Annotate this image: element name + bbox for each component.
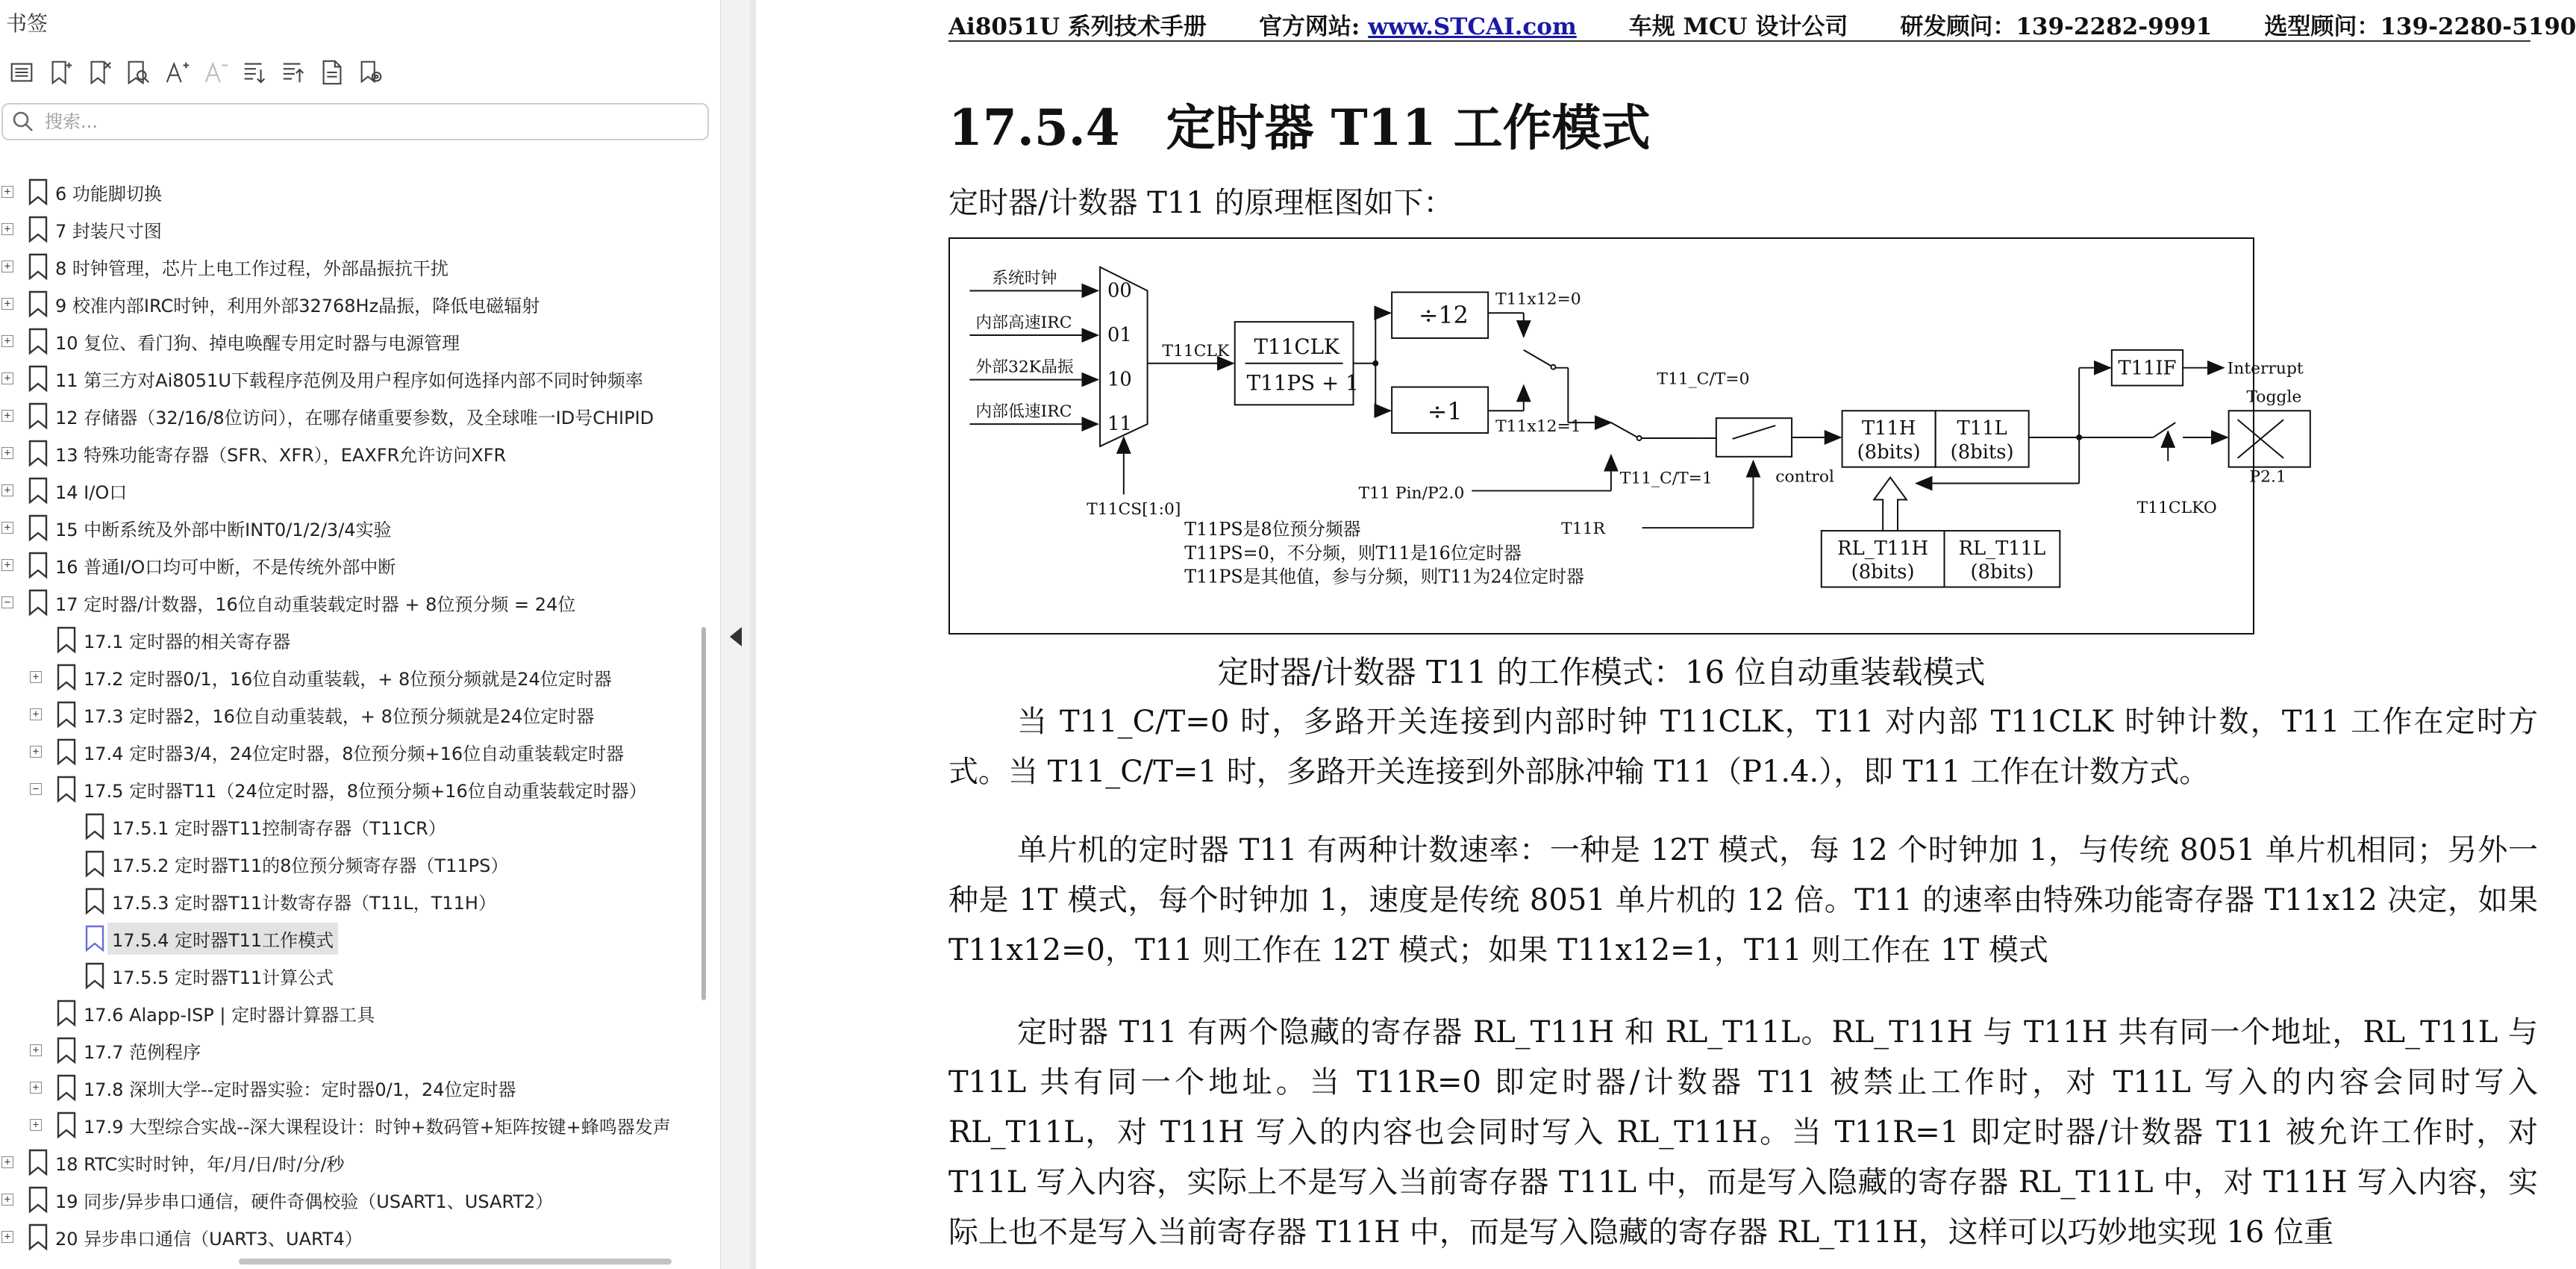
bookmark-icon (55, 663, 78, 691)
bookmark-item[interactable] (0, 285, 694, 322)
bookmark-label: 14 I/O口 (55, 481, 128, 503)
section-heading (948, 88, 1651, 159)
collapse-icon[interactable]: − (30, 783, 42, 795)
search-input[interactable] (45, 111, 687, 132)
section-number: 17.5.4 (948, 99, 1120, 157)
bookmark-toolbar (4, 55, 388, 90)
bookmark-item[interactable] (0, 770, 694, 808)
list-view-icon[interactable] (4, 55, 39, 90)
bookmark-item[interactable] (0, 621, 694, 658)
bookmark-icon (27, 364, 49, 393)
expand-icon[interactable]: + (1, 447, 13, 459)
bookmark-item[interactable] (0, 808, 694, 845)
ct0-label: T11_C/T=0 (1657, 370, 1750, 389)
page-properties-icon[interactable] (315, 55, 349, 90)
bookmark-icon (27, 215, 49, 243)
expand-icon[interactable]: + (30, 708, 42, 720)
bookmark-label: 16 普通I/O口均可中断，不是传统外部中断 (55, 556, 396, 578)
tr-label: T11R (1561, 520, 1605, 539)
pin-label: T11 Pin/P2.0 (1358, 484, 1465, 503)
expand-icon[interactable]: + (1, 261, 13, 272)
bookmark-item[interactable] (0, 696, 694, 733)
bookmark-item[interactable] (0, 882, 694, 920)
bookmark-item[interactable] (0, 546, 694, 584)
bookmark-item[interactable] (0, 584, 694, 621)
mux-select-label: T11CS[1:0] (1087, 500, 1181, 520)
rd-contact: 研发顾问：139-2282-9991 (1900, 13, 2213, 40)
bookmark-label: 17.7 范例程序 (84, 1041, 201, 1063)
x12-0-label: T11x12=0 (1495, 290, 1581, 309)
bookmark-label: 17.5.5 定时器T11计算公式 (112, 967, 334, 988)
expand-icon[interactable]: + (30, 1082, 42, 1094)
bookmark-icon (55, 1111, 78, 1139)
bookmark-icon (84, 961, 106, 990)
bookmark-label: 17.8 深圳大学--定时器实验：定时器0/1，24位定时器 (84, 1079, 516, 1100)
paragraph-3 (948, 1008, 2538, 1258)
bookmark-label: 11 第三方对Ai8051U下载程序范例及用户程序如何选择内部不同时钟频率 (55, 370, 643, 391)
mux-input-2: 外部32K晶振 (975, 358, 1074, 377)
find-bookmark-icon[interactable] (121, 55, 155, 90)
bookmark-label: 17.5.2 定时器T11的8位预分频寄存器（T11PS） (112, 855, 509, 876)
expand-icon[interactable]: + (30, 746, 42, 758)
expand-icon[interactable]: + (1, 186, 13, 198)
bookmark-label: 13 特殊功能寄存器（SFR、XFR），EAXFR允许访问XFR (55, 444, 507, 466)
intro-text: 定时器/计数器 T11 的原理框图如下： (948, 186, 1454, 220)
search-icon (12, 110, 34, 133)
bookmark-settings-icon[interactable] (354, 55, 388, 90)
selection-contact: 选型顾问：139-2280-5190 (2264, 13, 2576, 40)
panel-title: 书签 (6, 11, 49, 36)
bookmark-label: 10 复位、看门狗、掉电唤醒专用定时器与电源管理 (55, 332, 460, 354)
bookmark-icon (27, 1223, 49, 1251)
site-label: 官方网站: (1258, 13, 1369, 40)
expand-all-icon[interactable] (237, 55, 272, 90)
bookmark-label: 17.9 大型综合实战--深大课程设计：时钟+数码管+矩阵按键+蜂鸣器发声 (84, 1116, 671, 1138)
section-title: 定时器 T11 工作模式 (1166, 99, 1651, 157)
bookmark-label: 17 定时器/计数器，16位自动重装载定时器 + 8位预分频 = 24位 (55, 593, 576, 615)
bookmark-icon (55, 1073, 78, 1102)
bookmark-item[interactable] (0, 920, 694, 957)
bookmark-icon (55, 626, 78, 654)
t11if-label: T11IF (2118, 357, 2177, 380)
clko-switch-label: T11CLKO (2136, 499, 2217, 518)
rl-t11h-label: RL_T11H (1837, 537, 1929, 560)
bookmark-icon (27, 439, 49, 467)
control-switch (1716, 418, 1792, 457)
bookmark-icon (27, 1185, 49, 1214)
figure-caption: 定时器/计数器 T11 的工作模式：16 位自动重装载模式 (1217, 654, 1986, 690)
bookmark-label: 20 异步串口通信（UART3、UART4） (55, 1228, 363, 1250)
bookmark-label: 17.6 Alapp-ISP | 定时器计算器工具 (84, 1004, 375, 1026)
bookmark-icon (27, 402, 49, 430)
panel-splitter[interactable] (720, 0, 750, 1269)
expand-icon[interactable]: + (30, 671, 42, 683)
bookmark-icon (55, 700, 78, 729)
timer-block-diagram (948, 237, 2304, 634)
bookmark-label: 17.2 定时器0/1，16位自动重装载，+ 8位预分频就是24位定时器 (84, 668, 612, 690)
expand-icon[interactable]: + (1, 410, 13, 422)
expand-icon[interactable]: + (1, 484, 13, 496)
search-box[interactable] (1, 103, 709, 140)
expand-icon[interactable]: + (1, 335, 13, 347)
mux-code-1: 01 (1107, 323, 1132, 346)
interrupt-label: Interrupt (2227, 359, 2304, 378)
t11l-bits: (8bits) (1950, 440, 2014, 464)
bookmark-item[interactable] (0, 397, 694, 434)
note-1: T11PS是8位预分频器 (1184, 518, 1361, 540)
diagram-svg (950, 239, 2304, 633)
expand-icon[interactable]: + (1, 522, 13, 534)
mux-input-1: 内部高速IRC (975, 314, 1072, 333)
expand-icon[interactable]: + (1, 1231, 13, 1243)
bookmark-icon (27, 514, 49, 542)
bookmark-item[interactable] (0, 509, 694, 546)
bookmark-label: 17.5.3 定时器T11计数寄存器（T11L，T11H） (112, 892, 496, 914)
manual-title: Ai8051U 系列技术手册 (948, 13, 1207, 40)
mux-code-0: 00 (1107, 279, 1132, 302)
prescaler-top: T11CLK (1254, 334, 1339, 359)
bookmark-icon (27, 290, 49, 318)
bookmark-item[interactable] (0, 1106, 694, 1144)
bookmark-label: 17.5.1 定时器T11控制寄存器（T11CR） (112, 817, 446, 839)
bookmark-tree (0, 173, 694, 1248)
bookmark-icon (84, 849, 106, 878)
mux-input-0: 系统时钟 (992, 269, 1057, 288)
note-3: T11PS是其他值，参与分频，则T11为24位定时器 (1184, 566, 1584, 587)
expand-icon[interactable]: + (1, 559, 13, 571)
t11h-label: T11H (1861, 417, 1916, 440)
bookmark-icon (27, 252, 49, 281)
bookmark-label: 15 中断系统及外部中断INT0/1/2/3/4实验 (55, 519, 392, 540)
expand-icon[interactable]: + (1, 1194, 13, 1206)
mux-code-2: 10 (1107, 368, 1132, 391)
bookmark-icon (84, 812, 106, 841)
bookmark-label: 9 校准内部IRC时钟，利用外部32768Hz晶振，降低电磁辐射 (55, 295, 540, 317)
horizontal-scrollbar[interactable] (239, 1259, 672, 1265)
bookmark-item[interactable] (0, 957, 694, 994)
p21-label: P2.1 (2249, 467, 2286, 487)
document-page (756, 0, 2576, 1269)
official-site (1259, 7, 1577, 40)
bookmark-label: 17.4 定时器3/4，24位定时器，8位预分频+16位自动重装载定时器 (84, 743, 625, 764)
clk-wire-label: T11CLK (1162, 341, 1230, 361)
delete-bookmark-icon[interactable] (82, 55, 116, 90)
expand-icon[interactable]: + (30, 1119, 42, 1131)
page-gutter (750, 0, 756, 1269)
mux-code-3: 11 (1107, 413, 1132, 436)
bookmark-panel (0, 0, 720, 1269)
site-link[interactable]: www.STCAI.com (1368, 13, 1577, 40)
collapse-panel-icon[interactable] (727, 626, 745, 648)
paragraph-2-text: 单片机的定时器 T11 有两种计数速率：一种是 12T 模式，每 12 个时钟加 1，与传统 8051 单片机相同；另外一种是 1T 模式，每个时钟加 1，速度是传统 8051 单片机的 12 倍。T11 的速率由特殊功能寄存器 T11x12 决定，如果 T11x12=0，T11 则工作在 12T 模式；如果 T11x12=1，T11 则工作在 1T 模式 (948, 833, 2538, 967)
bookmark-icon (27, 588, 49, 617)
add-bookmark-icon[interactable] (43, 55, 78, 90)
rl-t11h-bits: (8bits) (1851, 561, 1915, 584)
prescaler-bottom: T11PS + 1 (1246, 370, 1359, 396)
paragraph-3-text: 定时器 T11 有两个隐藏的寄存器 RL_T11H 和 RL_T11L。RL_T11H 与 T11H 共有同一个地址，RL_T11L 与 T11L 共有同一个地址。当 T11R=0 即定时器/计数器 T11 被禁止工作时，对 T11L 写入的内容会同时写入 RL_T11L，对 T11H 写入的内容也会同时写入 RL_T11H。当 T11R=1 即定时器/计数器 T11 被允许工作时，对 T11L 写入内容，实际上不是写入当前寄存器 T11L 中，而是写入隐藏的寄存器 RL_T11L 中，对 T11H 写入内容，实际上也不是写入当前寄存器 T11H 中，而是写入隐藏的寄存器 RL_T11H，这样可以巧妙地实现 16 位重 (948, 1015, 2538, 1250)
bookmark-label: 12 存储器（32/16/8位访问），在哪存储重要参数，及全球唯一ID号CHIPID (55, 407, 654, 428)
paragraph-2 (948, 826, 2538, 976)
bookmark-icon (27, 551, 49, 579)
bookmark-item[interactable] (0, 994, 694, 1032)
mux-input-3: 内部低速IRC (975, 402, 1072, 422)
bookmark-item[interactable] (0, 1218, 694, 1256)
bookmark-item[interactable] (0, 173, 694, 211)
bookmark-label: 17.5 定时器T11（24位定时器，8位预分频+16位自动重装载定时器） (84, 780, 647, 802)
control-label: control (1775, 467, 1834, 487)
expand-icon[interactable]: + (1, 298, 13, 310)
bookmark-item[interactable] (0, 1181, 694, 1218)
toggle-label: Toggle (2246, 387, 2302, 407)
bookmark-icon (27, 327, 49, 355)
paragraph-1 (948, 697, 2538, 797)
x12-1-label: T11x12=1 (1495, 417, 1581, 437)
bookmark-label: 17.5.4 定时器T11工作模式 (107, 923, 338, 955)
bookmark-label: 18 RTC实时时钟，年/月/日/时/分/秒 (55, 1153, 345, 1175)
div1-label: ÷1 (1427, 399, 1463, 426)
bookmark-icon (55, 738, 78, 766)
bookmark-label: 17.3 定时器2，16位自动重装载，+ 8位预分频就是24位定时器 (84, 705, 595, 727)
bookmark-icon (27, 476, 49, 505)
bookmark-label: 17.1 定时器的相关寄存器 (84, 631, 291, 652)
bookmark-label: 19 同步/异步串口通信，硬件奇偶校验（USART1、USART2） (55, 1191, 554, 1212)
bookmark-item[interactable] (0, 845, 694, 882)
bookmark-icon (84, 887, 106, 915)
bookmark-item[interactable] (0, 658, 694, 696)
bookmark-label: 8 时钟管理，芯片上电工作过程，外部晶振抗干扰 (55, 258, 448, 279)
expand-icon[interactable]: + (1, 372, 13, 384)
collapse-all-icon[interactable] (276, 55, 310, 90)
bookmark-icon (27, 1148, 49, 1176)
bookmark-icon (55, 1036, 78, 1064)
rl-t11l-bits: (8bits) (1970, 561, 2034, 584)
bookmark-item[interactable] (0, 733, 694, 770)
bookmark-icon (84, 924, 106, 952)
rl-t11l-label: RL_T11L (1958, 537, 2046, 560)
div12-label: ÷12 (1418, 302, 1469, 330)
bookmark-item[interactable] (0, 472, 694, 509)
font-increase-icon[interactable] (160, 55, 194, 90)
bookmark-item[interactable] (0, 1032, 694, 1069)
t11h-bits: (8bits) (1857, 440, 1921, 464)
vertical-scrollbar[interactable] (701, 627, 706, 1000)
t11l-label: T11L (1957, 417, 2007, 440)
toggle-box (2229, 411, 2310, 467)
bookmark-item[interactable] (0, 322, 694, 360)
bookmark-item[interactable] (0, 1144, 694, 1181)
page-header (948, 7, 2576, 42)
expand-icon[interactable]: + (1, 223, 13, 235)
bookmark-icon (55, 999, 78, 1027)
bookmark-item[interactable] (0, 434, 694, 472)
ct1-label: T11_C/T=1 (1619, 469, 1713, 488)
bookmark-item[interactable] (0, 211, 694, 248)
bookmark-item[interactable] (0, 1069, 694, 1106)
bookmark-label: 7 封装尺寸图 (55, 220, 162, 242)
note-2: T11PS=0，不分频，则T11是16位定时器 (1184, 542, 1522, 564)
bookmark-item[interactable] (0, 360, 694, 397)
expand-icon[interactable]: + (30, 1044, 42, 1056)
font-decrease-icon[interactable] (198, 55, 233, 90)
bookmark-icon (55, 775, 78, 803)
collapse-icon[interactable]: − (1, 596, 13, 608)
company-name: 车规 MCU 设计公司 (1628, 13, 1848, 40)
bookmark-label: 6 功能脚切换 (55, 183, 162, 205)
bookmark-item[interactable] (0, 248, 694, 285)
paragraph-1-text: 当 T11_C/T=0 时，多路开关连接到内部时钟 T11CLK，T11 对内部 T11CLK 时钟计数，T11 工作在定时方式。当 T11_C/T=1 时，多路开关连接到外部脉冲输 T11（P1.4.），即 T11 工作在计数方式。 (948, 705, 2538, 789)
expand-icon[interactable]: + (1, 1156, 13, 1168)
bookmark-icon (27, 178, 49, 206)
